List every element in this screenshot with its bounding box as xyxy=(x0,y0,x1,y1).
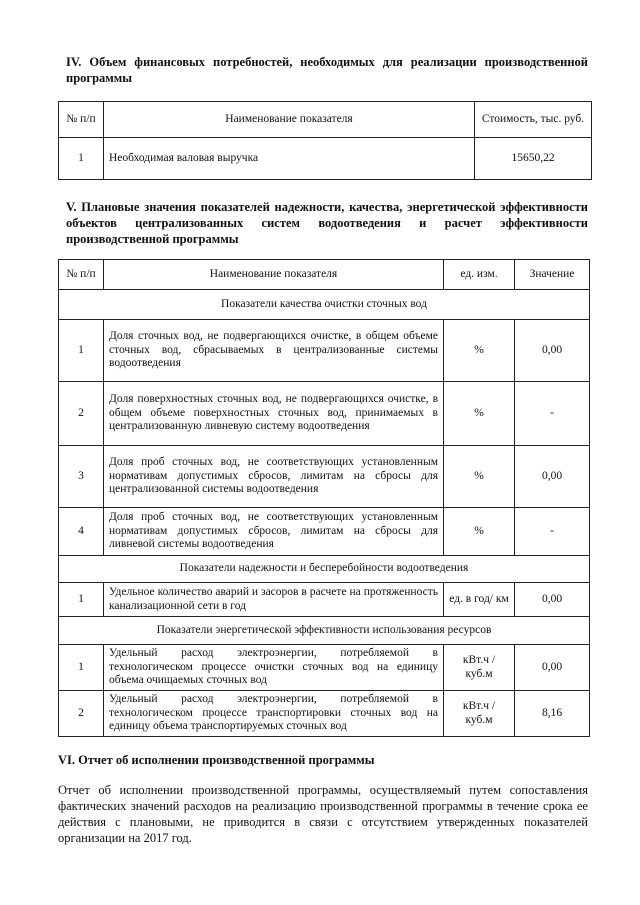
col-header-cost: Стоимость, тыс. руб. xyxy=(475,102,592,138)
row-value: 15650,22 xyxy=(475,138,592,180)
group-title-quality: Показатели качества очистки сточных вод xyxy=(59,290,590,320)
section-4-heading: IV. Объем финансовых потребностей, необходимых для реализации производственной программы xyxy=(66,55,588,85)
table-header-row xyxy=(59,260,590,290)
row-unit: % xyxy=(444,508,515,556)
row-name: Доля поверхностных сточных вод, не подвергающихся очистке, в общем объеме поверхностных сточных вод, принимаемых в централизованную ливневую систему водоотведения xyxy=(104,382,444,446)
indicators-table xyxy=(58,259,590,737)
financial-needs-table xyxy=(58,101,592,180)
row-name: Доля проб сточных вод, не соответствующих установленным нормативам допустимых сбросов, лимитам на сбросы для централизованной системы водоотведения xyxy=(104,446,444,508)
col-header-unit: ед. изм. xyxy=(444,260,515,290)
report-paragraph: Отчет об исполнении производственной программы, осуществляемый путем сопоставления фактических значений расходов на реализацию производственной программы в течение срока ее действия с плановыми, не приводится в связи с отсутствием утвержденных показателей организации на 2017 год. xyxy=(58,783,588,845)
col-header-num: № п/п xyxy=(59,102,104,138)
row-num: 2 xyxy=(59,382,104,446)
row-name: Удельный расход электроэнергии, потребляемой в технологическом процессе транспортировки сточных вод на единицу объема транспортируемых сточных вод xyxy=(104,691,444,737)
group-title-reliability: Показатели надежности и бесперебойности водоотведения xyxy=(59,556,590,583)
group-header-row xyxy=(59,617,590,645)
table-row xyxy=(59,508,590,556)
row-value: - xyxy=(515,508,590,556)
table-row xyxy=(59,691,590,737)
row-num: 1 xyxy=(59,583,104,617)
table-row xyxy=(59,645,590,691)
row-unit: % xyxy=(444,446,515,508)
table-row xyxy=(59,446,590,508)
row-name: Удельное количество аварий и засоров в расчете на протяженность канализационной сети в год xyxy=(104,583,444,617)
row-unit: % xyxy=(444,320,515,382)
row-value: 0,00 xyxy=(515,446,590,508)
row-name: Доля проб сточных вод, не соответствующих установленным нормативам допустимых сбросов, лимитам на сбросы для ливневой системы водоотведения xyxy=(104,508,444,556)
row-num: 1 xyxy=(59,320,104,382)
row-value: 8,16 xyxy=(515,691,590,737)
group-title-energy: Показатели энергетической эффективности использования ресурсов xyxy=(59,617,590,645)
col-header-name: Наименование показателя xyxy=(104,260,444,290)
row-unit: кВт.ч / куб.м xyxy=(444,691,515,737)
col-header-num: № п/п xyxy=(59,260,104,290)
col-header-name: Наименование показателя xyxy=(104,102,475,138)
row-unit: % xyxy=(444,382,515,446)
row-name: Удельный расход электроэнергии, потребляемой в технологическом процессе очистки сточных вод на единицу объема очищаемых сточных вод xyxy=(104,645,444,691)
group-header-row xyxy=(59,556,590,583)
row-num: 1 xyxy=(59,138,104,180)
col-header-value: Значение xyxy=(515,260,590,290)
row-name: Доля сточных вод, не подвергающихся очистке, в общем объеме сточных вод, сбрасываемых в централизованные системы водоотведения xyxy=(104,320,444,382)
row-num: 3 xyxy=(59,446,104,508)
table-row xyxy=(59,138,592,180)
row-name: Необходимая валовая выручка xyxy=(104,138,475,180)
row-value: - xyxy=(515,382,590,446)
row-value: 0,00 xyxy=(515,320,590,382)
table-row xyxy=(59,382,590,446)
group-header-row xyxy=(59,290,590,320)
table-row xyxy=(59,583,590,617)
row-value: 0,00 xyxy=(515,583,590,617)
row-num: 1 xyxy=(59,645,104,691)
section-6-heading: VI. Отчет об исполнении производственной программы xyxy=(58,753,375,767)
row-value: 0,00 xyxy=(515,645,590,691)
row-unit: ед. в год/ км xyxy=(444,583,515,617)
table-row xyxy=(59,320,590,382)
row-num: 4 xyxy=(59,508,104,556)
row-unit: кВт.ч / куб.м xyxy=(444,645,515,691)
section-5-heading: V. Плановые значения показателей надежности, качества, энергетической эффективности объектов централизованных систем водоотведения и расчет эффективности производственной программы xyxy=(66,200,588,246)
table-header-row xyxy=(59,102,592,138)
row-num: 2 xyxy=(59,691,104,737)
